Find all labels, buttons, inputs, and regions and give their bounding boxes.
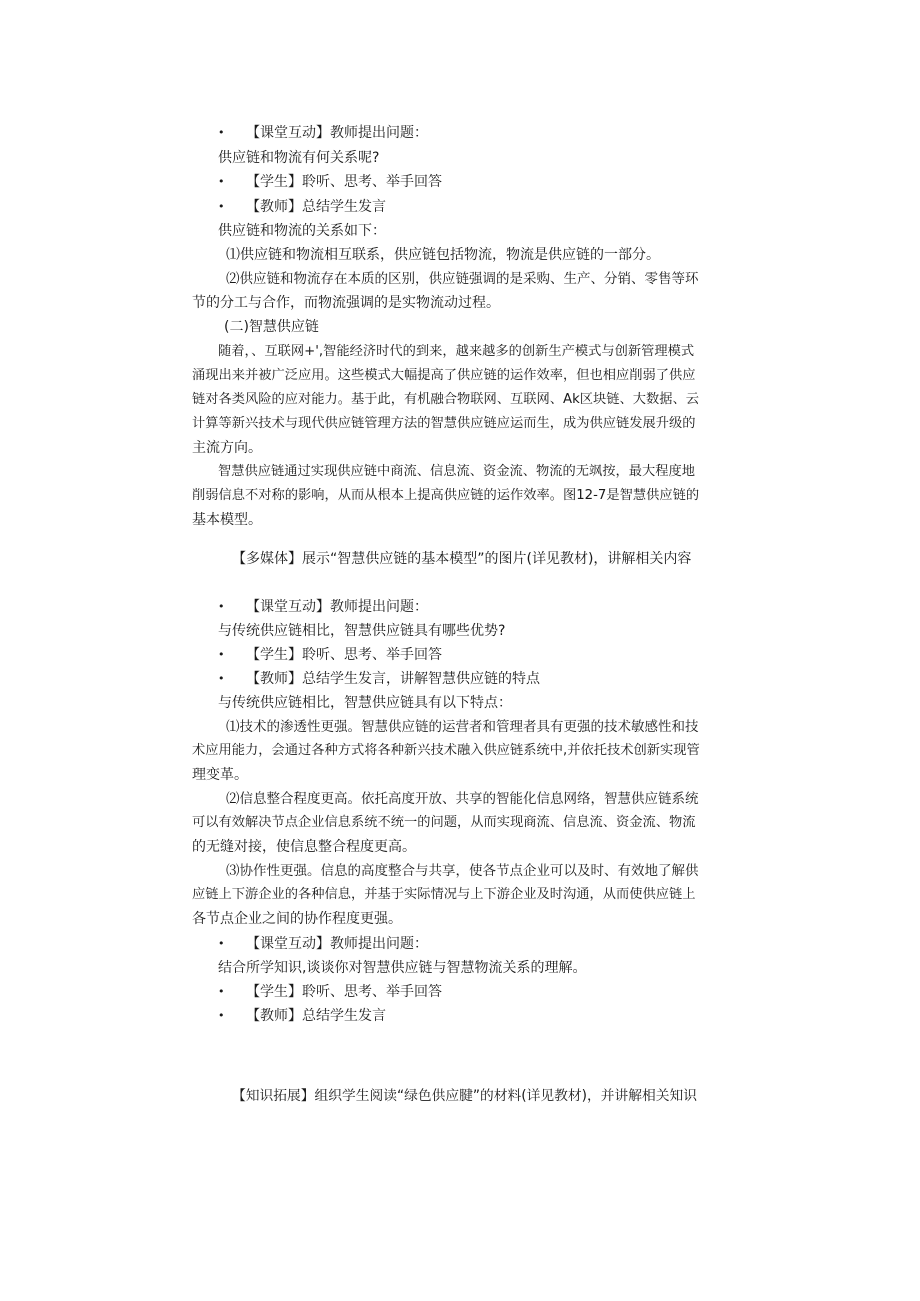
bullet-icon: • — [218, 985, 225, 998]
paragraph-line: 计算等新兴技术与现代供应链管理方法的智慧供应链应运而生，成为供应链发展升级的 — [192, 416, 696, 431]
knowledge-extension-note: 【知识拓展】组织学生阅读“绿色供应腱”的材料(详见教材)，并讲解相关知识 — [232, 1088, 697, 1104]
paragraph-line: ⑴供应链和物流相互联系，供应链包括物流，物流是供应链的一部分。 — [226, 247, 660, 263]
paragraph-line: ⑵信息整合程度更高。依托高度开放、共享的智能化信息网络，智慧供应链系统 — [226, 791, 699, 807]
bullet-icon: • — [218, 672, 225, 685]
paragraph-line: 削弱信息不对称的影响，从而从根本上提高供应链的运作效率。图12-7是智慧供应链的 — [192, 488, 700, 503]
paragraph-line: 涌现出来并被广泛应用。这些模式大幅提高了供应链的运作效率，但也相应削弱了供应 — [192, 368, 696, 383]
paragraph-line: ⑶协作性更强。信息的高度整合与共享，使各节点企业可以及时、有效地了解供 — [226, 863, 699, 879]
bullet-item: 【课堂互动】教师提出问题： — [246, 936, 428, 952]
paragraph-line: 应链上下游企业的各种信息，并基于实际情况与上下游企业及时沟通，从而使供应链上 — [192, 887, 696, 902]
bullet-item: 【教师】总结学生发言，讲解智慧供应链的特点 — [246, 671, 540, 687]
paragraph-line: 与传统供应链相比，智慧供应链具有以下特点： — [218, 695, 512, 711]
bullet-item: 【教师】总结学生发言 — [246, 199, 386, 215]
paragraph-line: 主流方向。 — [192, 440, 262, 456]
paragraph-line: 结合所学知识,谈谈你对智慧供应链与智慧物流关系的理解。 — [218, 960, 587, 976]
paragraph-line: 供应链和物流有何关系呢? — [218, 150, 380, 166]
bullet-item: 【课堂互动】教师提出问题： — [246, 125, 428, 141]
paragraph-line: 随着，、互联网+',智能经济时代的到来，越来越多的创新生产模式与创新管理模式 — [218, 344, 695, 359]
bullet-icon: • — [218, 937, 225, 950]
bullet-icon: • — [218, 1009, 225, 1022]
paragraph-line: 的无缝对接，使信息整合程度更高。 — [192, 839, 416, 855]
bullet-item: 【学生】聆听、思考、举手回答 — [246, 647, 442, 663]
paragraph-line: 术应用能力，会通过各种方式将各种新兴技术融入供应链系统中,并依托技术创新实现管 — [192, 743, 700, 758]
paragraph-line: 智慧供应链通过实现供应链中商流、信息流、资金流、物流的无飒按，最大程度地 — [218, 464, 696, 479]
bullet-item: 【教师】总结学生发言 — [246, 1008, 386, 1024]
bullet-item: 【学生】聆听、思考、举手回答 — [246, 984, 442, 1000]
paragraph-line: ⑴技术的渗透性更强。智慧供应链的运营者和管理者具有更强的技术敏感性和技 — [226, 719, 699, 735]
paragraph-line: 可以有效解决节点企业信息系统不统一的问题，从而实现商流、信息流、资金流、物流 — [192, 815, 696, 830]
bullet-icon: • — [218, 200, 225, 213]
paragraph-line: 理变革。 — [192, 767, 248, 783]
paragraph-line: 基本模型。 — [192, 512, 262, 528]
paragraph-line: 供应链和物流的关系如下： — [218, 223, 386, 239]
paragraph-line: 与传统供应链相比，智慧供应链具有哪些优势? — [218, 623, 506, 639]
paragraph-line: 链对各类风险的应对能力。基于此，有机融合物联网、互联网、Ak区块链、大数据、云 — [192, 392, 699, 407]
section-heading: (二)智慧供应链 — [224, 319, 319, 335]
multimedia-note: 【多媒体】展示“智慧供应链的基本模型”的图片(详见教材)，讲解相关内容 — [232, 551, 692, 567]
bullet-icon: • — [218, 600, 225, 613]
paragraph-line: ⑵供应链和物流存在本质的区别，供应链强调的是采购、生产、分销、零售等环 — [226, 271, 699, 287]
bullet-icon: • — [218, 648, 225, 661]
paragraph-line: 节的分工与合作，而物流强调的是实物流动过程。 — [192, 295, 500, 311]
paragraph-line: 各节点企业之间的协作程度更强。 — [192, 911, 402, 927]
bullet-icon: • — [218, 175, 225, 188]
bullet-item: 【学生】聆听、思考、举手回答 — [246, 174, 442, 190]
bullet-item: 【课堂互动】教师提出问题： — [246, 599, 428, 615]
bullet-icon: • — [218, 126, 225, 139]
